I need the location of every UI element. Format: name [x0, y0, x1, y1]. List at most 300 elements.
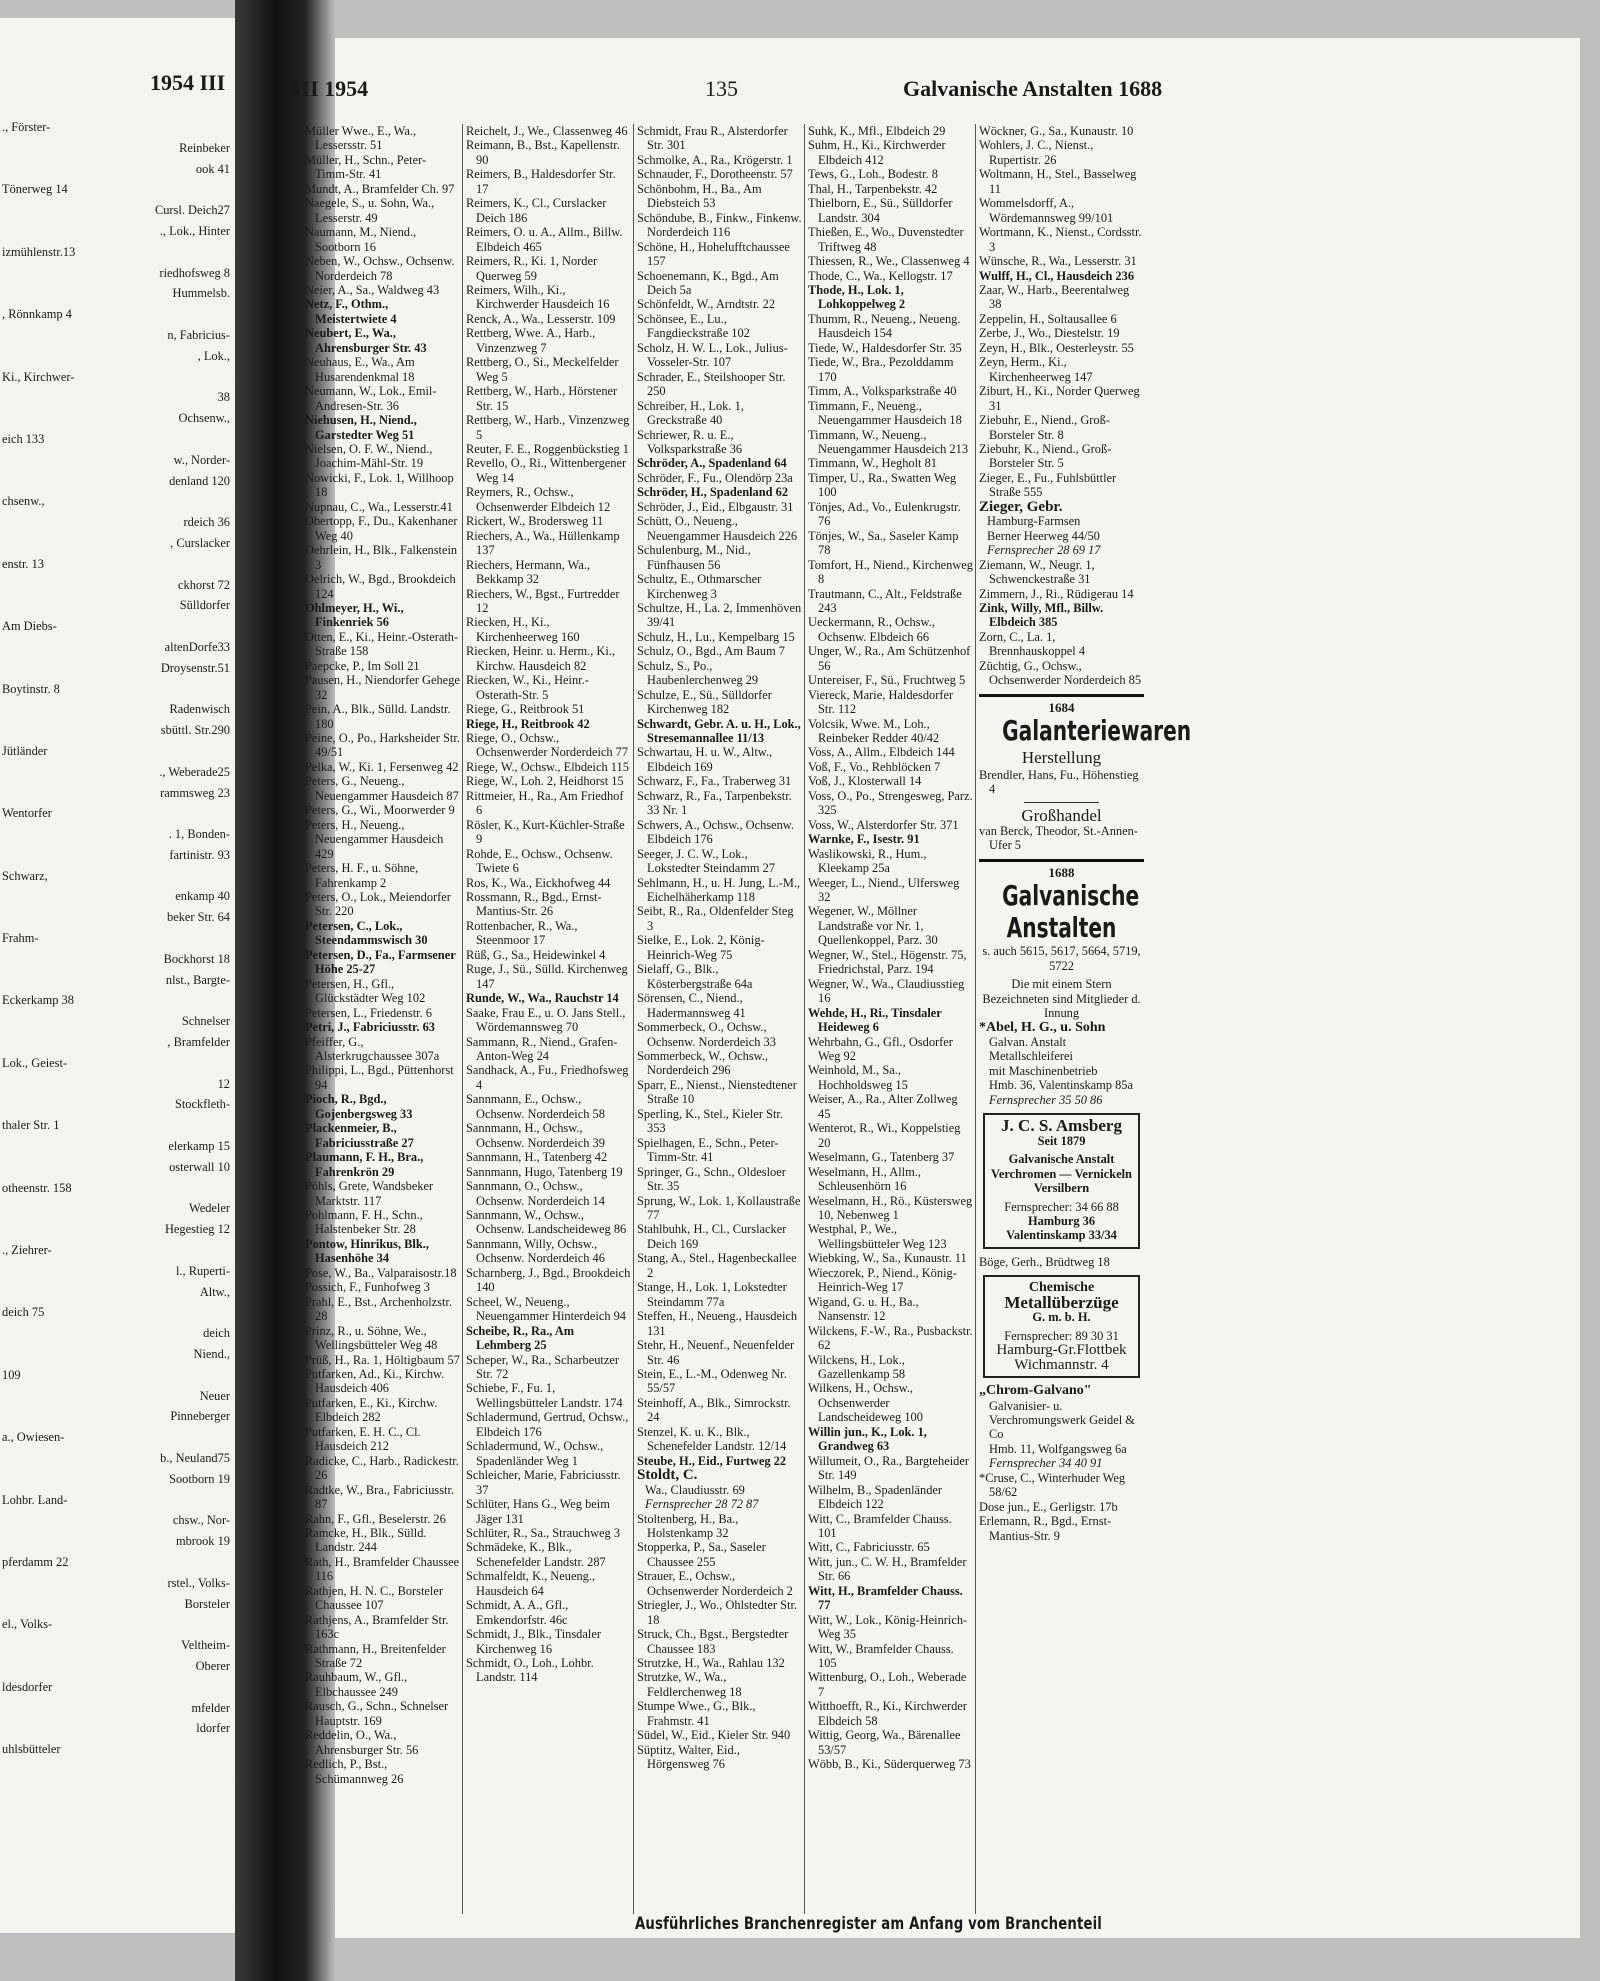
listing-column-1	[305, 124, 460, 1914]
left-fragment: Niend.,	[193, 1347, 230, 1362]
directory-entry: Sparr, E., Nienst., Nienstedtener Straße 10	[637, 1077, 797, 1107]
left-fragment: el., Volks-	[2, 1617, 53, 1632]
chrom-phone: Fernsprecher 34 40 91	[989, 1456, 1103, 1471]
directory-entry: Paepcke, P., Im Soll 21	[305, 658, 420, 673]
directory-entry: Schrader, E., Steilshooper Str. 250	[637, 369, 786, 399]
directory-entry: Rossmann, R., Bgd., Ernst-Mantius-Str. 26	[466, 890, 602, 919]
directory-entry: Stang, A., Stel., Hagenbeckallee 2	[637, 1251, 797, 1280]
abel-line: mit Maschinenbetrieb	[989, 1063, 1098, 1078]
directory-entry: Pöhls, Grete, Wandsbeker Marktstr. 117	[305, 1179, 434, 1208]
left-fragment: Wedeler	[189, 1201, 230, 1216]
chrom-line: Hmb. 11, Wolfgangsweg 6a	[989, 1441, 1127, 1456]
directory-entry: Reichelt, J., We., Classenweg 46	[466, 124, 628, 138]
left-fragment: Sülldorfer	[179, 598, 230, 613]
directory-entry: Reimers, R., Ki. 1, Norder Querweg 59	[466, 254, 598, 283]
left-fragment: 12	[217, 1076, 230, 1091]
directory-entry: Petersen, C., Lok., Steendammswisch 30	[305, 918, 428, 948]
left-fragment: beker Str. 64	[167, 910, 230, 925]
directory-entry: Wegener, W., Möllner Landstraße vor Nr. 1, Quellenkoppel, Parz. 30	[808, 904, 938, 948]
directory-entry: Hamburg-Farmsen	[987, 514, 1081, 529]
subsection-herstellung: Herstellung	[1021, 748, 1102, 768]
directory-entry: Strutzke, W., Wa., Feldlerchenweg 18	[637, 1670, 742, 1699]
directory-entry: Tiede, W., Haldesdorfer Str. 35	[808, 340, 962, 355]
directory-entry: Thumm, R., Neueng., Neueng. Hausdeich 154	[808, 311, 961, 341]
left-fragment: chsw., Nor-	[172, 1513, 230, 1528]
directory-entry: Wulff, H., Cl., Hausdeich 236	[979, 268, 1135, 283]
directory-entry: Waslikowski, R., Hum., Kleekamp 25a	[808, 846, 927, 876]
directory-entry: Petersen, H., Gfl., Glückstädter Weg 102	[305, 976, 426, 1006]
left-fragment: Cursl. Deich27	[154, 203, 230, 218]
list-item: Dose jun., E., Gerligstr. 17b	[979, 1499, 1118, 1514]
directory-entry: Wegner, W., Stel., Högenstr. 75, Friedrichstal, Parz. 194	[808, 947, 967, 977]
directory-entry: Petersen, L., Friedenstr. 6	[305, 1005, 432, 1020]
directory-entry: Ziebuhr, K., Niend., Groß-Borsteler Str. 5	[979, 441, 1112, 471]
page-number: 135	[705, 76, 738, 101]
directory-entry: Wohlers, J. C., Nienst., Rupertistr. 26	[979, 138, 1094, 167]
ad-chemische-line: Metallüberzüge	[1004, 1292, 1119, 1312]
directory-entry: Thiessen, R., We., Classenweg 4	[808, 254, 970, 269]
directory-entry: Rösler, K., Kurt-Küchler-Straße 9	[466, 817, 625, 847]
directory-entry: Unger, W., Ra., Am Schützenhof 56	[808, 644, 971, 673]
left-fragment: sbüttl. Str.290	[160, 723, 230, 738]
directory-entry: Sehlmann, H., u. H. Jung, L.-M., Eichelhäherkamp 118	[637, 875, 801, 905]
directory-entry: Timper, U., Ra., Swatten Weg 100	[808, 470, 957, 500]
directory-entry: Stehr, H., Neuenf., Neuenfelder Str. 46	[637, 1338, 795, 1367]
left-fragment: Tönerweg 14	[2, 182, 68, 197]
divider	[1024, 802, 1098, 803]
ad-amsberg-line: Verchromen — Vernickeln	[991, 1166, 1132, 1181]
directory-entry: Schulz, S., Po., Haubenlerchenweg 29	[637, 658, 759, 688]
directory-entry: Rath, H., Bramfelder Chaussee 116	[305, 1554, 460, 1584]
directory-entry: Schwers, A., Ochsw., Ochsenw. Elbdeich 176	[637, 817, 795, 847]
directory-entry: Pohlmann, F. H., Schn., Halstenbeker Str. 28	[305, 1207, 423, 1237]
see-also-note: s. auch 5615, 5617, 5664, 5719, 5722	[982, 944, 1141, 973]
directory-entry: Riechers, A., Wa., Hüllenkamp 137	[466, 528, 620, 558]
directory-entry: Petri, J., Fabriciusstr. 63	[305, 1020, 435, 1035]
directory-entry: Schnauder, F., Dorotheenstr. 57	[637, 167, 793, 182]
left-fragment: Reinbeker	[179, 140, 230, 155]
directory-entry: Trautmann, C., Alt., Feldstraße 243	[808, 586, 962, 615]
directory-entry: Witt, jun., C. W. H., Bramfelder Str. 66	[808, 1554, 967, 1584]
directory-entry: Peine, O., Po., Harksheider Str. 49/51	[305, 731, 460, 760]
ad-amsberg-line: Versilbern	[1033, 1181, 1090, 1196]
directory-entry: Wittenburg, O., Loh., Weberade 7	[808, 1670, 967, 1699]
directory-entry: Wehrbahn, G., Gfl., Osdorfer Weg 92	[808, 1034, 953, 1063]
left-fragment: Wentorfer	[2, 806, 52, 821]
directory-entry: Prahl, E., Bst., Archenholzstr. 28	[305, 1294, 452, 1324]
directory-entry: Otten, E., Ki., Heinr.-Osterath-Straße 158	[305, 629, 459, 659]
directory-entry: Tönjes, W., Sa., Saseler Kamp 78	[808, 528, 959, 558]
directory-entry: Schleicher, Marie, Fabriciusstr. 37	[466, 1468, 621, 1497]
subsection-grosshandel: Großhandel	[1021, 806, 1102, 826]
directory-entry: Wilckens, H., Lok., Gazellenkamp 58	[808, 1352, 906, 1381]
directory-entry: Sörensen, C., Niend., Hadermannsweg 41	[637, 991, 746, 1020]
directory-entry: Witt, C., Fabriciusstr. 65	[808, 1540, 930, 1555]
directory-entry: Süptitz, Walter, Eid., Hörgensweg 76	[637, 1742, 740, 1772]
directory-entry: Pfeiffer, G., Alsterkrugchaussee 307a	[305, 1034, 440, 1063]
directory-entry: Viereck, Marie, Haldesdorfer Str. 112	[808, 687, 954, 717]
directory-entry: Rettberg, W., Harb., Vinzenzweg 5	[466, 413, 630, 442]
directory-entry: Wegner, W., Wa., Claudiusstieg 16	[808, 976, 965, 1006]
directory-entry: Neier, A., Sa., Waldweg 43	[305, 282, 440, 297]
directory-entry: Prinz, R., u. Söhne, We., Wellingsbütteler Weg 48	[305, 1323, 438, 1353]
directory-entry: Pioch, R., Bgd., Gojenbergsweg 33	[305, 1092, 413, 1121]
directory-entry: Riecken, Heinr. u. Herm., Ki., Kirchw. Hausdeich 82	[466, 644, 615, 673]
left-fragment: fartinistr. 93	[169, 847, 230, 862]
directory-entry: Reymers, R., Ochsw., Ochsenwerder Elbdeich 12	[466, 485, 611, 514]
directory-entry: Sannmann, H., Ochsw., Ochsenw. Norderdeich 39	[466, 1121, 605, 1150]
directory-entry: Müller, H., Schn., Peter-Timm-Str. 41	[305, 152, 427, 182]
directory-entry: Neumann, W., Lok., Emil-Andresen-Str. 36	[305, 384, 437, 413]
left-fragment: Hegestieg 12	[164, 1222, 230, 1237]
directory-entry: Redlich, P., Bst., Schümannweg 26	[305, 1757, 404, 1786]
left-fragment: a., Owiesen-	[2, 1430, 65, 1445]
directory-entry: Ziebuhr, E., Niend., Groß-Borsteler Str. 8	[979, 413, 1110, 442]
directory-entry: Peters, O., Lok., Meiendorfer Str. 220	[305, 890, 451, 919]
left-fragment: rdeich 36	[183, 515, 230, 530]
directory-entry: Putfarken, Ad., Ki., Kirchw. Hausdeich 406	[305, 1366, 445, 1396]
directory-entry: Schultz, E., Othmarscher Kirchenweg 3	[637, 572, 762, 601]
directory-entry: Schultze, H., La. 2, Immenhöven 39/41	[637, 600, 802, 630]
directory-entry: Naegele, S., u. Sohn, Wa., Lesserstr. 49	[305, 196, 435, 225]
directory-entry: Saake, Frau E., u. O. Jans Stell., Wördemannsweg 70	[466, 1005, 626, 1035]
header-left: III 1954	[293, 76, 369, 101]
list-item: Brendler, Hans, Fu., Höhenstieg 4	[979, 767, 1139, 797]
left-fragment: eich 133	[2, 431, 45, 446]
left-fragment: riedhofsweg 8	[159, 265, 230, 280]
directory-entry: Witt, C., Bramfelder Chauss. 101	[808, 1511, 952, 1540]
list-item: Erlemann, R., Bgd., Ernst-Mantius-Str. 9	[979, 1514, 1112, 1543]
directory-entry: Schladermund, W., Ochsw., Spadenländer Weg 1	[466, 1439, 604, 1468]
directory-entry: Riege, O., Ochsw., Ochsenwerder Norderdeich 77	[466, 731, 629, 760]
directory-entry: Schulz, H., Lu., Kempelbarg 15	[637, 629, 795, 644]
directory-entry: Sielaff, G., Blk., Kösterbergstraße 64a	[637, 962, 753, 991]
left-fragment: enstr. 13	[2, 556, 44, 571]
column-rule	[633, 124, 634, 1914]
left-fragment: Schnelser	[181, 1014, 230, 1029]
left-fragment: mbrook 19	[175, 1534, 230, 1549]
directory-entry: Netz, F., Othm., Meistertwiete 4	[305, 297, 397, 326]
directory-entry: Spielhagen, E., Schn., Peter-Timm-Str. 41	[637, 1135, 779, 1165]
directory-entry: Sannmann, E., Ochsw., Ochsenw. Norderdeich 58	[466, 1092, 605, 1121]
left-fragment: Radenwisch	[169, 702, 230, 717]
directory-entry: Tomfort, H., Niend., Kirchenweg 8	[808, 557, 973, 587]
directory-entry: Philippi, L., Bgd., Püttenhorst 94	[305, 1063, 454, 1092]
directory-entry: Runde, W., Wa., Rauchstr 14	[466, 991, 619, 1006]
directory-entry: Pontow, Hinrikus, Blk., Hasenhöhe 34	[305, 1236, 429, 1266]
directory-entry: Rathjens, A., Bramfelder Str. 163c	[305, 1612, 449, 1642]
directory-entry: Thal, H., Tarpenbekstr. 42	[808, 181, 938, 196]
directory-entry: Ohlmeyer, H., Wi., Finkenriek 56	[305, 600, 404, 630]
directory-entry: Berner Heerweg 44/50	[987, 528, 1100, 543]
directory-entry: Peters, H., Neueng., Neuengammer Hausdeich 429	[305, 817, 444, 861]
list-item: *Cruse, C., Winterhuder Weg 58/62	[979, 1470, 1126, 1500]
directory-entry: Niehusen, H., Niend., Garstedter Weg 51	[305, 413, 417, 442]
directory-entry: Peters, G., Wi., Moorwerder 9	[305, 803, 455, 818]
left-fragment: Oberer	[195, 1658, 230, 1673]
directory-entry: Stopperka, P., Sa., Saseler Chaussee 255	[637, 1540, 766, 1569]
left-fragment: deich	[203, 1326, 230, 1341]
directory-entry: Riecken, H., Ki., Kirchenheerweg 160	[466, 615, 580, 644]
directory-entry: Sannmann, Willy, Ochsw., Ochsenw. Norderdeich 46	[466, 1236, 605, 1266]
directory-entry: Weselmann, G., Tatenberg 37	[808, 1150, 955, 1165]
directory-entry: Voß, F., Vo., Rehblöcken 7	[808, 759, 941, 774]
directory-entry: Seeger, J. C. W., Lok., Lokstedter Steindamm 27	[637, 846, 776, 876]
section-title-galvanische: Galvanische	[1002, 879, 1140, 913]
left-fragment: Schwarz,	[2, 868, 48, 883]
directory-entry: Neuhaus, E., Wa., Am Husarendenkmal 18	[305, 355, 415, 384]
directory-entry: Suhm, H., Ki., Kirchwerder Elbdeich 412	[808, 138, 946, 167]
directory-entry: Reddelin, O., Wa., Ahrensburger Str. 56	[305, 1728, 419, 1757]
directory-entry: Rahn, F., Gfl., Beselerstr. 26	[305, 1511, 446, 1526]
left-fragment: Eckerkamp 38	[2, 993, 74, 1008]
ad-amsberg-city: Hamburg 36	[1027, 1214, 1096, 1228]
directory-entry: Rausch, G., Schn., Schnelser Hauptstr. 169	[305, 1699, 449, 1728]
directory-entry: Sielke, E., Lok. 2, König-Heinrich-Weg 75	[637, 933, 765, 962]
left-fragment: chsenw.,	[2, 494, 45, 509]
directory-entry: Rettberg, O., Si., Meckelfelder Weg 5	[466, 355, 619, 384]
directory-entry: Possich, F., Funhofweg 3	[305, 1280, 430, 1295]
directory-entry: Schröder, J., Eid., Elbgaustr. 31	[637, 499, 794, 514]
directory-entry: Weselmann, H., Rö., Küstersweg 10, Nebenweg 1	[808, 1193, 973, 1222]
directory-entry: Wortmann, K., Nienst., Cordsstr. 3	[979, 225, 1142, 254]
directory-entry: Ueckermann, R., Ochsw., Ochsenw. Elbdeich 66	[808, 615, 935, 644]
directory-entry: Weinhold, M., Sa., Hochholdsweg 15	[808, 1063, 908, 1092]
ad-amsberg-addr: Valentinskamp 33/34	[1006, 1228, 1117, 1243]
directory-entry: Rathjen, H. N. C., Borsteler Chaussee 107	[305, 1583, 443, 1613]
directory-entry: Sammann, R., Niend., Grafen-Anton-Weg 24	[466, 1034, 618, 1063]
directory-entry: Ziemann, W., Neugr. 1, Schwenckestraße 31	[979, 557, 1095, 587]
ad-amsberg-name: J. C. S. Amsberg	[1001, 1116, 1122, 1136]
left-fragment: Neuer	[199, 1388, 230, 1403]
left-fragment: Jütländer	[2, 743, 48, 758]
abel-name: *Abel, H. G., u. Sohn	[979, 1019, 1106, 1035]
directory-entry: Peters, G., Neueng., Neuengammer Hausdeich 87	[305, 774, 459, 803]
directory-entry: Zieger, Gebr.	[979, 498, 1063, 515]
directory-entry: Rittmeier, H., Ra., Am Friedhof 6	[466, 788, 624, 818]
ad-chemische	[983, 1275, 1140, 1378]
left-fragment: ckhorst 72	[178, 577, 230, 592]
left-fragment: rammsweg 23	[160, 785, 230, 800]
directory-entry: Witt, H., Bramfelder Chauss. 77	[808, 1583, 963, 1613]
directory-entry: Pelka, W., Ki. 1, Fersenweg 42	[305, 759, 459, 774]
directory-entry: Timmann, W., Neueng., Neuengammer Hausdeich 213	[808, 427, 969, 456]
left-page-header: 1954 III	[150, 70, 226, 95]
directory-entry: Zaar, W., Harb., Beerentalweg 38	[979, 282, 1130, 312]
ad-chemische-city: Hamburg-Gr.Flottbek	[996, 1342, 1127, 1359]
directory-entry: Nowicki, F., Lok. 1, Willhoop 18	[305, 470, 454, 500]
directory-entry: Stenzel, K. u. K., Blk., Schenefelder Landstr. 12/14	[637, 1424, 787, 1454]
directory-entry: Voß, J., Klosterwall 14	[808, 774, 922, 789]
directory-entry: Zink, Willy, Mfl., Billw. Elbdeich 385	[979, 600, 1104, 630]
left-fragment: mfelder	[191, 1700, 230, 1715]
directory-entry: Scharnberg, J., Bgd., Brookdeich 140	[466, 1265, 631, 1295]
directory-entry: Tönjes, Ad., Vo., Eulenkrugstr. 76	[808, 499, 961, 529]
left-fragment: w., Norder-	[173, 452, 230, 467]
directory-entry: Neben, W., Ochsw., Ochsenw. Norderdeich 78	[305, 254, 455, 283]
left-page	[0, 18, 235, 1933]
directory-entry: Scholz, H. W. L., Lok., Julius-Vosseler-Str. 107	[637, 340, 788, 370]
abel-phone: Fernsprecher 35 50 86	[989, 1092, 1103, 1107]
directory-entry: Steinhoff, A., Blk., Simrockstr. 24	[637, 1395, 791, 1425]
directory-entry: Schröder, F., Fu., Olendörp 23a	[637, 470, 793, 485]
directory-entry: Thielborn, E., Sü., Sülldorfer Landstr. 304	[808, 196, 953, 225]
directory-entry: Sommerbeck, O., Ochsw., Ochsenw. Norderdeich 33	[637, 1020, 776, 1049]
left-fragment: Ochsenw.,	[178, 411, 230, 426]
left-fragment: izmühlenstr.13	[2, 244, 76, 259]
left-fragment: Lok., Geiest-	[2, 1055, 68, 1070]
directory-entry: Schiebe, F., Fu. 1, Wellingsbütteler Landstr. 174	[466, 1381, 623, 1410]
directory-entry: Wommelsdorff, A., Wördemannsweg 99/101	[979, 196, 1114, 225]
listing-column-5	[979, 124, 1192, 1914]
left-fragment: Sootborn 19	[169, 1471, 230, 1486]
directory-entry: Rathmann, H., Breitenfelder Straße 72	[305, 1641, 446, 1671]
directory-entry: Südel, W., Eid., Kieler Str. 940	[637, 1728, 791, 1743]
directory-entry: Stumpe Wwe., G., Blk., Frahmstr. 41	[637, 1699, 756, 1728]
directory-entry: Plackenmeier, B., Fabriciusstraße 27	[305, 1121, 414, 1150]
directory-entry: Sannmann, W., Ochsw., Ochsenw. Landscheideweg 86	[466, 1207, 627, 1237]
directory-entry: Scheel, W., Neueng., Neuengammer Hinterdeich 94	[466, 1294, 627, 1324]
column-5-entries	[979, 124, 1144, 688]
directory-entry: Sannmann, Hugo, Tatenberg 19	[466, 1164, 623, 1179]
abel-line: Galvan. Anstalt	[989, 1035, 1067, 1050]
directory-entry: Stoltenberg, H., Ba., Holstenkamp 32	[637, 1511, 739, 1540]
section-title-anstalten: Anstalten	[1006, 911, 1117, 945]
left-fragment: ., Weberade25	[159, 764, 230, 779]
directory-entry: Peters, H. F., u. Söhne, Fahrenkamp 2	[305, 861, 419, 890]
left-fragment: , Bramfelder	[167, 1035, 230, 1050]
ad-chemische-line: G. m. b. H.	[1032, 1310, 1091, 1325]
directory-entry: Rettberg, Wwe. A., Harb., Vinzenzweg 7	[466, 326, 596, 355]
directory-entry: Schwarz, F., Fa., Traberweg 31	[637, 774, 792, 789]
directory-entry: Scheper, W., Ra., Scharbeutzer Str. 72	[466, 1352, 619, 1381]
directory-entry: Springer, G., Schn., Oldesloer Str. 35	[637, 1164, 786, 1194]
left-fragment: Borsteler	[184, 1596, 230, 1611]
directory-entry: Schmolke, A., Ra., Krögerstr. 1	[637, 152, 793, 167]
ad-amsberg-phone: Fernsprecher: 34 66 88	[1004, 1199, 1119, 1214]
directory-entry: Ramcke, H., Blk., Sülld. Landstr. 244	[305, 1525, 427, 1555]
ad-chemische-phone: Fernsprecher: 89 30 31	[1004, 1328, 1119, 1343]
ad-chemische-line: Chemische	[1028, 1280, 1095, 1296]
ad-amsberg-line: Galvanische Anstalt	[1008, 1152, 1115, 1167]
directory-entry: Steube, H., Eid., Furtweg 22	[637, 1453, 787, 1468]
directory-entry: Voss, O., Po., Strengesweg, Parz. 325	[808, 788, 973, 818]
listing-column-4	[808, 124, 973, 1914]
left-fragment: enkamp 40	[175, 889, 230, 904]
directory-entry: Weselmann, H., Allm., Schleusenhörn 16	[808, 1164, 921, 1194]
left-fragment: nlst., Bargte-	[165, 972, 230, 987]
section-rule	[979, 859, 1144, 862]
directory-entry: Reuter, F. E., Roggenbückstieg 1	[466, 441, 630, 456]
directory-entry: Wilhelm, B., Spadenländer Elbdeich 122	[808, 1482, 943, 1512]
left-fragment: Altw.,	[199, 1284, 230, 1299]
directory-entry: Obertopp, F., Du., Kakenhaner Weg 40	[305, 514, 458, 543]
directory-entry: Revello, O., Ri., Wittenbergener Weg 14	[466, 456, 627, 485]
directory-entry: Thode, C., Wa., Kellogstr. 17	[808, 268, 953, 283]
directory-entry: Ros, K., Wa., Eickhofweg 44	[466, 875, 611, 890]
left-fragment: Am Diebs-	[2, 619, 57, 634]
directory-entry: Müller Wwe., E., Wa., Lessersstr. 51	[305, 124, 417, 153]
right-page	[293, 38, 1580, 1938]
left-fragment: Ki., Kirchwer-	[2, 369, 75, 384]
directory-entry: Schmädeke, K., Blk., Schenefelder Landstr. 287	[466, 1540, 606, 1569]
left-fragment: 38	[217, 390, 230, 405]
ad-amsberg-since: Seit 1879	[1037, 1133, 1086, 1148]
directory-entry: Renck, A., Wa., Lesserstr. 109	[466, 311, 616, 326]
directory-entry: Strutzke, H., Wa., Rahlau 132	[637, 1656, 785, 1671]
directory-entry: Riege, W., Ochsw., Elbdeich 115	[466, 759, 629, 774]
left-fragment: otheenstr. 158	[2, 1180, 72, 1195]
left-fragment: . 1, Bonden-	[168, 827, 230, 842]
directory-entry: Voss, W., Alsterdorfer Str. 371	[808, 817, 959, 832]
left-fragment: l., Ruperti-	[175, 1263, 230, 1278]
directory-entry: Putfarken, E. H. C., Cl. Hausdeich 212	[305, 1424, 421, 1454]
directory-entry: Sannmann, H., Tatenberg 42	[466, 1150, 608, 1165]
left-fragment: Frahm-	[2, 931, 39, 946]
directory-entry: Zimmern, J., Ri., Rüdigerau 14	[979, 586, 1134, 601]
left-fragment: , Curslacker	[170, 535, 230, 550]
directory-entry: Riege, H., Reitbrook 42	[466, 716, 590, 731]
directory-entry: Stein, E., L.-M., Odenweg Nr. 55/57	[637, 1366, 787, 1396]
list-item: van Berck, Theodor, St.-Annen-Ufer 5	[979, 823, 1138, 853]
left-page-fragments	[2, 120, 230, 1763]
directory-entry: Prüß, H., Ra. 1, Höltigbaum 57	[305, 1352, 460, 1367]
directory-entry: Rauhbaum, W., Gfl., Elbchaussee 249	[305, 1670, 408, 1699]
directory-entry: Sprung, W., Lok. 1, Kollaustraße 77	[637, 1193, 801, 1222]
directory-entry: Schriewer, R. u. E., Volksparkstraße 36	[637, 427, 743, 456]
directory-entry: Stahlbuhk, H., Cl., Curslacker Deich 169	[637, 1222, 787, 1251]
directory-entry: Reimers, K., Cl., Curslacker Deich 186	[466, 196, 607, 225]
directory-entry: Zeyn, H., Blk., Oesterleystr. 55	[979, 340, 1134, 355]
directory-entry: Wa., Claudiusstr. 69	[645, 1482, 745, 1497]
left-fragment: b., Neuland75	[160, 1451, 230, 1465]
directory-entry: Stoldt, C.	[637, 1467, 698, 1484]
star-note: Die mit einem Stern Bezeichneten sind Mitglieder d. Innung	[982, 977, 1141, 1021]
directory-entry: Riechers, W., Bgst., Furtredder 12	[466, 586, 620, 615]
left-fragment: , Rönnkamp 4	[2, 307, 72, 322]
abel-line: Metallschleiferei	[989, 1049, 1073, 1064]
directory-entry: Schmalfeldt, K., Neueng., Hausdeich 64	[466, 1569, 596, 1598]
directory-entry: Schönsee, E., Lu., Fangdieckstraße 102	[637, 311, 750, 341]
left-fragment: ldorfer	[196, 1721, 230, 1736]
listing-column-2	[466, 124, 631, 1914]
directory-entry: Schmidt, Frau R., Alsterdorfer Str. 301	[637, 124, 788, 153]
directory-entry: Steffen, H., Neueng., Hausdeich 131	[637, 1309, 798, 1338]
left-fragment: thaler Str. 1	[2, 1118, 60, 1133]
directory-entry: Warnke, F., Isestr. 91	[808, 832, 920, 847]
left-fragment: Boytinstr. 8	[2, 681, 60, 696]
directory-entry: Mundt, A., Bramfelder Ch. 97	[305, 181, 455, 196]
column-rule	[804, 124, 805, 1914]
directory-entry: Rickert, W., Brodersweg 11	[466, 514, 604, 529]
directory-entry: Riege, W., Loh. 2, Heidhorst 15	[466, 774, 624, 789]
directory-entry: Sannmann, O., Ochsw., Ochsenw. Norderdeich 14	[466, 1179, 605, 1208]
directory-entry: Timm, A., Volksparkstraße 40	[808, 384, 957, 399]
directory-entry: Witt, W., Lok., König-Heinrich-Weg 35	[808, 1612, 968, 1642]
section-number-1684: 1684	[1048, 699, 1075, 715]
left-fragment: osterwall 10	[169, 1159, 230, 1174]
abel-line: Hmb. 36, Valentinskamp 85a	[989, 1078, 1133, 1093]
directory-entry: Wittig, Georg, Wa., Bärenallee 53/57	[808, 1728, 961, 1757]
directory-entry: Zeppelin, H., Soltausallee 6	[979, 311, 1117, 326]
chrom-line: Galvanisier- u. Verchromungswerk Geidel & Co	[989, 1398, 1135, 1442]
directory-entry: Willin jun., K., Lok. 1, Grandweg 63	[808, 1424, 927, 1454]
ad-chemische-addr: Wichmannstr. 4	[1014, 1356, 1109, 1373]
directory-entry: Schulze, E., Sü., Sülldorfer Kirchenweg 182	[637, 687, 772, 717]
left-fragment: Lohbr. Land-	[2, 1492, 68, 1507]
left-fragment: Pinneberger	[170, 1409, 230, 1424]
directory-entry: Wehde, H., Ri., Tinsdaler Heideweg 6	[808, 1005, 942, 1035]
